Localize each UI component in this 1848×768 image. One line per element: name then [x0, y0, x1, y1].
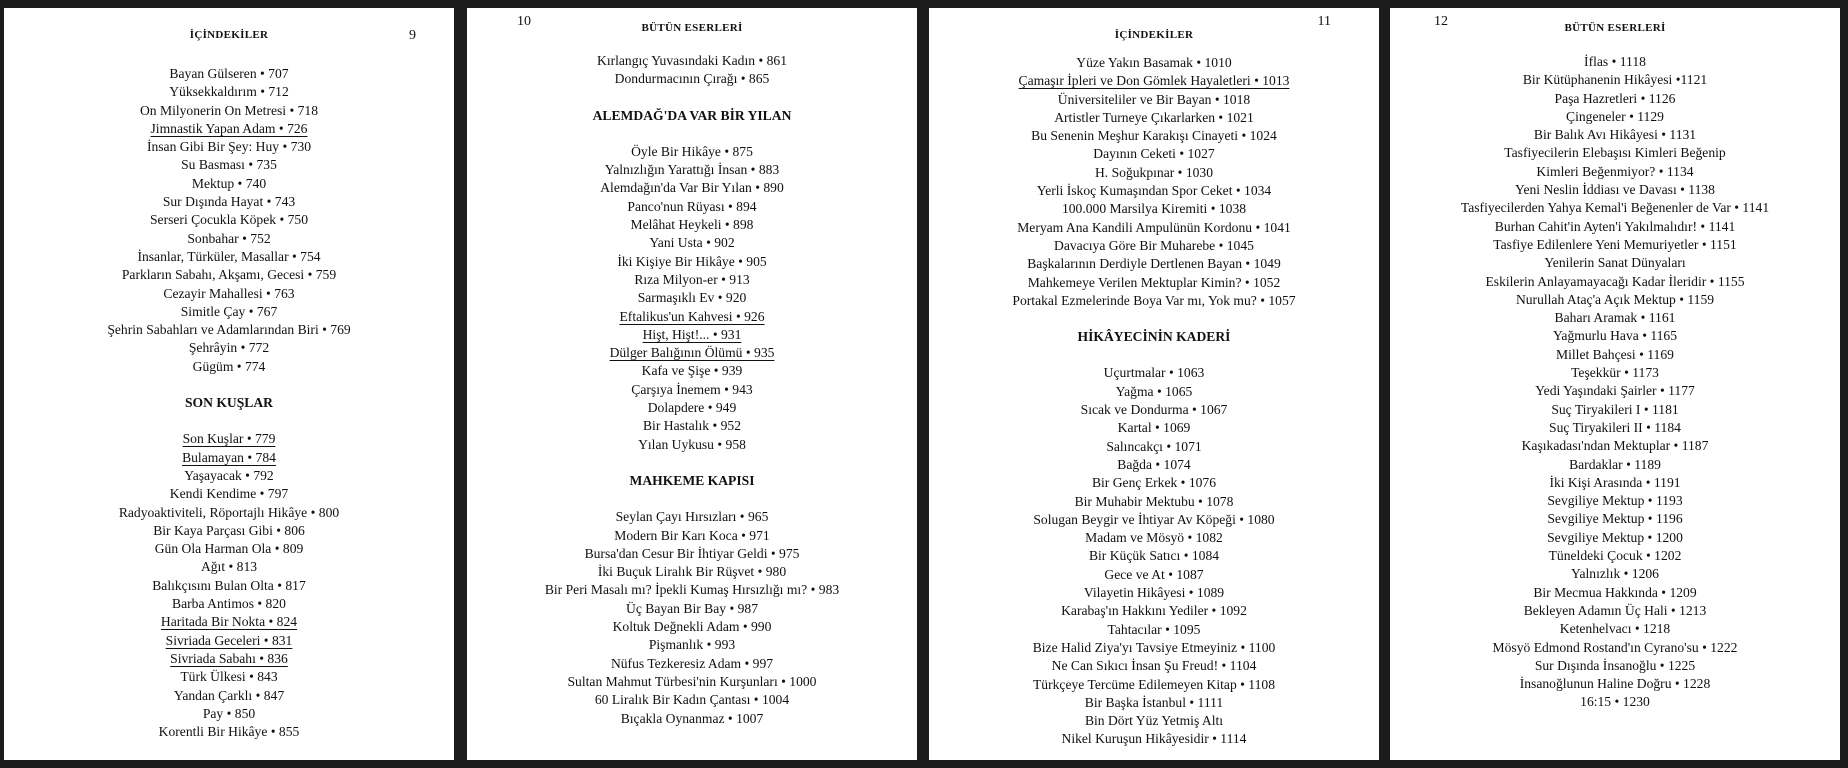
toc-entry: Gece ve At • 1087 [1104, 566, 1204, 582]
toc-entry: Yenilerin Sanat Dünyaları [1544, 255, 1686, 271]
toc-entry: Bize Halid Ziya'yı Tavsiye Etmeyiniz • 1100 [1032, 639, 1276, 655]
toc-entry: Kartal • 1069 [1117, 420, 1191, 436]
toc-entry: Bardaklar • 1189 [1569, 456, 1661, 472]
toc-entry: Bin Dört Yüz Yetmiş Altı [1084, 713, 1224, 729]
toc-entry: Baharı Aramak • 1161 [1554, 310, 1676, 326]
toc-entry: Seylan Çayı Hırsızları • 965 [615, 509, 769, 525]
toc-entry: Radyoaktiviteli, Röportajlı Hikâye • 800 [118, 504, 340, 520]
toc-entry: Portakal Ezmelerinde Boya Var mı, Yok mu? • 1057 [1012, 292, 1296, 308]
toc-entry: Balıkçısını Bulan Olta • 817 [152, 577, 306, 593]
toc-entry: Bir Muhabir Mektubu • 1078 [1074, 493, 1234, 509]
toc-entry: Öyle Bir Hikâye • 875 [631, 143, 753, 159]
section-title: HİKÂYECİNİN KADERİ [1077, 329, 1231, 345]
toc-entry: H. Soğukpınar • 1030 [1094, 164, 1214, 180]
toc-entry: Davacıya Göre Bir Muharebe • 1045 [1054, 237, 1254, 253]
toc-entry: Yerli İskoç Kumaşından Spor Ceket • 1034 [1036, 183, 1272, 199]
toc-entry: Yalnızlığın Yarattığı İnsan • 883 [604, 162, 780, 178]
toc-entry: 100.000 Marsilya Kiremiti • 1038 [1061, 201, 1247, 217]
toc-entry: Tasfiyecilerden Yahya Kemal'i Beğenenler de Var • 1141 [1460, 200, 1770, 216]
toc-entry: Bekleyen Adamın Üç Hali • 1213 [1523, 602, 1707, 618]
toc-entry: Bıçakla Oynanmaz • 1007 [620, 710, 764, 726]
running-header: İÇİNDEKİLER [1114, 29, 1194, 41]
toc-entry: Koltuk Değnekli Adam • 990 [612, 619, 772, 635]
toc-entry: Serseri Çocukla Köpek • 750 [149, 212, 309, 228]
toc-entry: İnsanoğlunun Haline Doğru • 1228 [1519, 676, 1711, 692]
toc-entry: İnsanlar, Türküler, Masallar • 754 [137, 248, 321, 264]
page-number: 12 [1434, 14, 1448, 29]
toc-entry: Dolapdere • 949 [647, 400, 737, 416]
toc-entry: Gün Ola Harman Ola • 809 [154, 541, 304, 557]
toc-entry: Türkçeye Tercüme Edilemeyen Kitap • 1108 [1033, 676, 1275, 692]
toc-entry: Millet Bahçesi • 1169 [1556, 346, 1674, 362]
toc-entry: Jimnastik Yapan Adam • 726 [150, 120, 308, 136]
toc-entry: Başkalarının Derdiyle Dertlenen Bayan • 1049 [1027, 256, 1281, 272]
toc-entry: Kırlangıç Yuvasındaki Kadın • 861 [597, 53, 787, 68]
toc-entry: Simitle Çay • 767 [180, 303, 278, 319]
toc-entry: İki Buçuk Liralık Bir Rüşvet • 980 [597, 564, 787, 580]
toc-entry: Nurullah Ataç'a Açık Mektup • 1159 [1515, 291, 1715, 307]
toc-entry: Üniversiteliler ve Bir Bayan • 1018 [1057, 91, 1251, 107]
toc-entry: Paşa Hazretleri • 1126 [1554, 90, 1676, 106]
toc-entry: Yani Usta • 902 [649, 235, 735, 251]
toc-entry: Eskilerin Anlayamayacağı Kadar İleridir • 1155 [1485, 273, 1745, 289]
toc-entry: İki Kişiye Bir Hikâye • 905 [617, 253, 767, 269]
toc-entry: Rıza Milyon-er • 913 [634, 271, 750, 287]
page-number: 9 [409, 28, 416, 43]
toc-list [467, 52, 917, 728]
toc-entry: Bir Kütüphanenin Hikâyesi •1121 [1522, 72, 1708, 88]
toc-entry: Dondurmacının Çırağı • 865 [614, 71, 770, 87]
toc-entry: Bir Genç Erkek • 1076 [1091, 475, 1217, 491]
toc-entry: Suç Tiryakileri II • 1184 [1549, 419, 1681, 435]
toc-entry: Barba Antimos • 820 [172, 596, 286, 612]
toc-entry: Nüfus Tezkeresiz Adam • 997 [610, 655, 774, 671]
toc-entry: Burhan Cahit'in Ayten'i Yakılmalıdır! • 1141 [1494, 218, 1736, 234]
toc-entry: Bursa'dan Cesur Bir İhtiyar Geldi • 975 [584, 545, 800, 561]
toc-entry: Bir Hastalık • 952 [642, 418, 742, 434]
toc-entry: Melâhat Heykeli • 898 [630, 217, 754, 233]
toc-entry: Mektup • 740 [191, 175, 267, 191]
toc-entry: Mahkemeye Verilen Mektuplar Kimin? • 1052 [1027, 274, 1281, 290]
book-page-12 [1390, 8, 1840, 760]
toc-entry: Yeni Neslin İddiası ve Davası • 1138 [1515, 182, 1715, 198]
toc-entry: Hişt, Hişt!... • 931 [642, 326, 742, 342]
toc-entry: Ketenhelvacı • 1218 [1559, 621, 1671, 637]
toc-entry: Sur Dışında Hayat • 743 [162, 194, 296, 210]
toc-entry: Eftalikus'un Kahvesi • 926 [619, 308, 765, 324]
toc-entry: Cezayir Mahallesi • 763 [163, 285, 295, 301]
toc-entry: Yüze Yakın Basamak • 1010 [1076, 55, 1232, 70]
toc-entry: Ağıt • 813 [200, 559, 258, 575]
toc-entry: Tasfiye Edilenlere Yeni Memuriyetler • 1151 [1493, 236, 1737, 252]
toc-entry: İki Kişi Arasında • 1191 [1549, 474, 1681, 490]
toc-entry: Teşekkür • 1173 [1571, 365, 1659, 381]
toc-list [1390, 53, 1840, 712]
toc-entry: Vilayetin Hikâyesi • 1089 [1083, 585, 1225, 601]
toc-entry: Sevgiliye Mektup • 1193 [1547, 493, 1683, 509]
toc-entry: Kafa ve Şişe • 939 [641, 363, 743, 379]
toc-entry: Modern Bir Karı Koca • 971 [614, 527, 770, 543]
toc-entry: Türk Ülkesi • 843 [180, 669, 278, 685]
toc-entry: Parkların Sabahı, Akşamı, Gecesi • 759 [121, 267, 337, 283]
toc-entry: Salıncakçı • 1071 [1106, 438, 1202, 454]
running-header: BÜTÜN ESERLERİ [641, 22, 743, 34]
toc-entry: Uçurtmalar • 1063 [1103, 365, 1205, 381]
book-page-10 [467, 8, 917, 760]
toc-entry: Solugan Beygir ve İhtiyar Av Köpeği • 1080 [1033, 511, 1275, 527]
toc-entry: Yalnızlık • 1206 [1571, 566, 1659, 582]
toc-entry: Sivriada Sabahı • 836 [170, 650, 288, 666]
toc-entry: Meryam Ana Kandili Ampulünün Kordonu • 1041 [1017, 219, 1291, 235]
toc-entry: Sevgiliye Mektup • 1200 [1547, 529, 1683, 545]
toc-entry: Bir Küçük Satıcı • 1084 [1088, 548, 1220, 564]
toc-entry: Karabaş'ın Hakkını Yediler • 1092 [1061, 603, 1247, 619]
toc-entry: Kimleri Beğenmiyor? • 1134 [1536, 163, 1694, 179]
toc-entry: Yağmurlu Hava • 1165 [1552, 328, 1678, 344]
toc-entry: Tüneldeki Çocuk • 1202 [1548, 548, 1682, 564]
toc-entry: Bayan Gülseren • 707 [169, 66, 289, 81]
toc-entry: Gügüm • 774 [192, 358, 266, 374]
toc-entry: Çarşıya İnemem • 943 [631, 381, 753, 397]
toc-entry: Bulamayan • 784 [182, 449, 276, 465]
toc-entry: Son Kuşlar • 779 [182, 431, 276, 447]
toc-entry: Bağda • 1074 [1117, 456, 1191, 472]
toc-entry: Pay • 850 [202, 705, 256, 721]
toc-entry: Tasfiyecilerin Elebaşısı Kimleri Beğenip [1504, 145, 1726, 161]
section-title: ALEMDAĞ'DA VAR BİR YILAN [592, 107, 792, 123]
toc-entry: Artistler Turneye Çıkarlarken • 1021 [1054, 109, 1254, 125]
toc-entry: Sevgiliye Mektup • 1196 [1547, 511, 1683, 527]
toc-entry: İnsan Gibi Bir Şey: Huy • 730 [146, 139, 312, 155]
running-header: İÇİNDEKİLER [189, 29, 269, 41]
toc-entry: Yandan Çarklı • 847 [173, 687, 285, 703]
toc-entry: Yaşayacak • 792 [184, 467, 274, 483]
running-header: BÜTÜN ESERLERİ [1564, 22, 1666, 34]
toc-entry: On Milyonerin On Metresi • 718 [139, 102, 319, 118]
toc-entry: Çamaşır İpleri ve Don Gömlek Hayaletleri • 1013 [1018, 73, 1290, 89]
toc-entry: Dülger Balığının Ölümü • 935 [609, 345, 775, 361]
toc-entry: Yılan Uykusu • 958 [638, 436, 746, 452]
toc-entry: Madam ve Mösyö • 1082 [1085, 530, 1223, 546]
toc-entry: 60 Liralık Bir Kadın Çantası • 1004 [594, 692, 790, 708]
toc-entry: Sur Dışında İnsanoğlu • 1225 [1534, 657, 1696, 673]
toc-entry: İflas • 1118 [1584, 54, 1646, 69]
toc-entry: Bir Başka İstanbul • 1111 [1084, 694, 1224, 710]
section-title: SON KUŞLAR [184, 395, 273, 411]
toc-entry: Bir Mecmua Hakkında • 1209 [1533, 584, 1697, 600]
toc-entry: Sarmaşıklı Ev • 920 [637, 290, 747, 306]
toc-entry: Ne Can Sıkıcı İnsan Şu Freud! • 1104 [1051, 658, 1257, 674]
toc-entry: Bir Peri Masalı mı? İpekli Kumaş Hırsızlığı mı? • 983 [544, 582, 840, 598]
toc-entry: Yüksekkaldırım • 712 [169, 84, 289, 100]
toc-entry: Bir Balık Avı Hikâyesi • 1131 [1533, 127, 1697, 143]
toc-entry: Tahtacılar • 1095 [1107, 621, 1201, 637]
toc-entry: Dayının Ceketi • 1027 [1093, 146, 1215, 162]
page-number: 11 [1317, 14, 1331, 29]
toc-entry: Yağma • 1065 [1115, 383, 1193, 399]
toc-entry: Sultan Mahmut Türbesi'nin Kurşunları • 1000 [567, 673, 817, 689]
toc-list [929, 54, 1379, 749]
book-page-9 [4, 8, 454, 760]
toc-entry: Yedi Yaşındaki Şairler • 1177 [1535, 383, 1695, 399]
toc-entry: Sıcak ve Dondurma • 1067 [1080, 402, 1228, 418]
toc-entry: Kendi Kendime • 797 [169, 486, 289, 502]
toc-entry: Şehrâyin • 772 [188, 340, 270, 356]
toc-entry: Sonbahar • 752 [187, 230, 271, 246]
toc-entry: Sivriada Geceleri • 831 [165, 632, 293, 648]
toc-entry: Bir Kaya Parçası Gibi • 806 [153, 522, 305, 538]
toc-entry: Korentli Bir Hikâye • 855 [158, 724, 300, 740]
page-number: 10 [517, 14, 531, 29]
toc-entry: Mösyö Edmond Rostand'ın Cyrano'su • 1222 [1492, 639, 1738, 655]
toc-entry: Su Basması • 735 [181, 157, 277, 173]
book-page-11 [929, 8, 1379, 760]
toc-entry: Suç Tiryakileri I • 1181 [1551, 401, 1679, 417]
toc-list [4, 65, 454, 741]
toc-entry: Bu Senenin Meşhur Karakışı Cinayeti • 1024 [1031, 128, 1277, 144]
toc-entry: Pişmanlık • 993 [648, 637, 736, 653]
toc-entry: Çingeneler • 1129 [1566, 108, 1664, 124]
toc-entry: Nikel Kuruşun Hikâyesidir • 1114 [1061, 731, 1247, 747]
toc-entry: Haritada Bir Nokta • 824 [160, 614, 298, 630]
toc-entry: 16:15 • 1230 [1580, 694, 1650, 710]
section-title: MAHKEME KAPISI [629, 472, 755, 488]
toc-entry: Üç Bayan Bir Bay • 987 [626, 600, 758, 616]
toc-entry: Panco'nun Rüyası • 894 [627, 198, 757, 214]
toc-entry: Şehrin Sabahları ve Adamlarından Biri • 769 [107, 322, 351, 338]
toc-entry: Alemdağın'da Var Bir Yılan • 890 [600, 180, 784, 196]
toc-entry: Kaşıkadası'ndan Mektuplar • 1187 [1521, 438, 1709, 454]
